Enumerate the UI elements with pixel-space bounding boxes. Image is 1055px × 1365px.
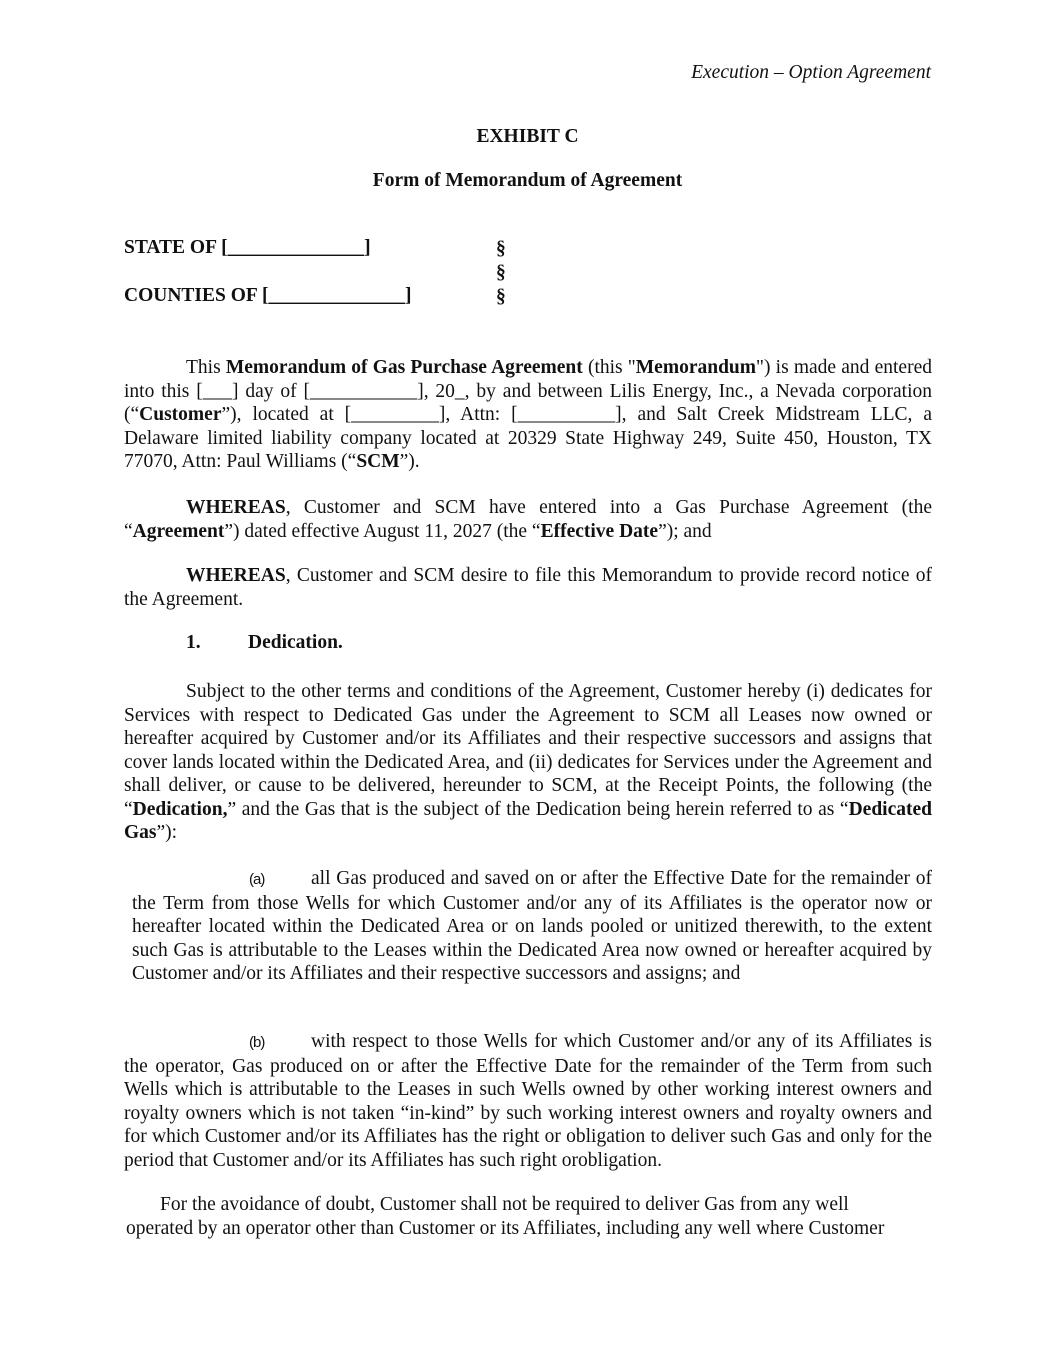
section-title: Dedication. <box>248 632 343 653</box>
counties-blank: ______________ <box>268 285 405 306</box>
intro-paragraph: This Memorandum of Gas Purchase Agreement (this "Memorandum") is made and entered into this [___] day of [___________], 20_, by and between Lilis Energy, Inc., a Nevada corporation (“Customer”), located at [_________], Attn: [__________], and Salt Creek Midstream LLC, a Delaware limited liability company located at 20329 State Highway 249, Suite 450, Houston, TX 77070, Attn: Paul Williams (“SCM”). <box>124 357 932 472</box>
counties-caption <box>124 285 411 307</box>
clause-a-text: all Gas produced and saved on or after the Effective Date for the remainder of the Term from those Wells for which Customer and/or any of its Affiliates is the operator now or hereafter located within the Dedicated Area or on lands pooled or unitized therewith, to the extent such Gas is attributable to the Leases within the Dedicated Area now owned or hereafter acquired by Customer and/or its Affiliates and their respective successors and assigns; and <box>132 868 932 984</box>
section-number: 1. <box>186 632 201 653</box>
section-sign-1: § <box>496 238 506 259</box>
section-sign-2: § <box>496 262 506 283</box>
whereas-paragraph-1: WHEREAS, Customer and SCM have entered into a Gas Purchase Agreement (the “Agreement”) dated effective August 11, 2027 (the “Effective Date”); and <box>124 497 932 542</box>
clause-a-label: (a) <box>249 871 265 888</box>
clause-b <box>124 1030 932 1172</box>
counties-label: COUNTIES OF [ <box>124 285 269 306</box>
counties-close: ] <box>404 285 412 306</box>
closing-line-1: For the avoidance of doubt, Customer shall not be required to deliver Gas from any well <box>160 1194 849 1215</box>
clause-b-label: (b) <box>249 1034 265 1051</box>
running-header: Execution – Option Agreement <box>691 62 931 83</box>
section-sign-3: § <box>496 286 506 307</box>
state-close: ] <box>364 237 371 258</box>
state-blank: ______________ <box>227 237 365 258</box>
state-label: STATE OF [ <box>124 237 228 258</box>
whereas-paragraph-2: WHEREAS, Customer and SCM desire to file this Memorandum to provide record notice of the Agreement. <box>124 565 932 610</box>
clause-b-text: with respect to those Wells for which Customer and/or any of its Affiliates is the operator, Gas produced on or after the Effective Date for the remainder of the Term from such Wells which is attributable to the Leases in such Wells owned by other working interest owners and royalty owners which is not taken “in-kind” by such working interest owners and royalty owners and for which Customer and/or its Affiliates has the right or obligation to deliver such Gas and only for the period that Customer and/or its Affiliates has such right orobligation. <box>124 1031 932 1171</box>
section-heading <box>186 632 343 654</box>
exhibit-subtitle: Form of Memorandum of Agreement <box>372 170 683 191</box>
closing-line-2: operated by an operator other than Customer or its Affiliates, including any well where Customer <box>126 1218 885 1239</box>
clause-a <box>132 867 932 986</box>
exhibit-title: EXHIBIT C <box>476 126 579 147</box>
dedication-paragraph: Subject to the other terms and conditions of the Agreement, Customer hereby (i) dedicates for Services with respect to Dedicated Gas under the Agreement to SCM all Leases now owned or hereafter acquired by Customer and/or its Affiliates and their respective successors and assigns that cover lands located within the Dedicated Area, and (ii) dedicates for Services under the Agreement and shall deliver, or cause to be delivered, hereunder to SCM, at the Receipt Points, the following (the “Dedication,” and the Gas that is the subject of the Dedication being herein referred to as “Dedicated Gas”): <box>124 681 932 843</box>
state-caption <box>124 237 371 259</box>
